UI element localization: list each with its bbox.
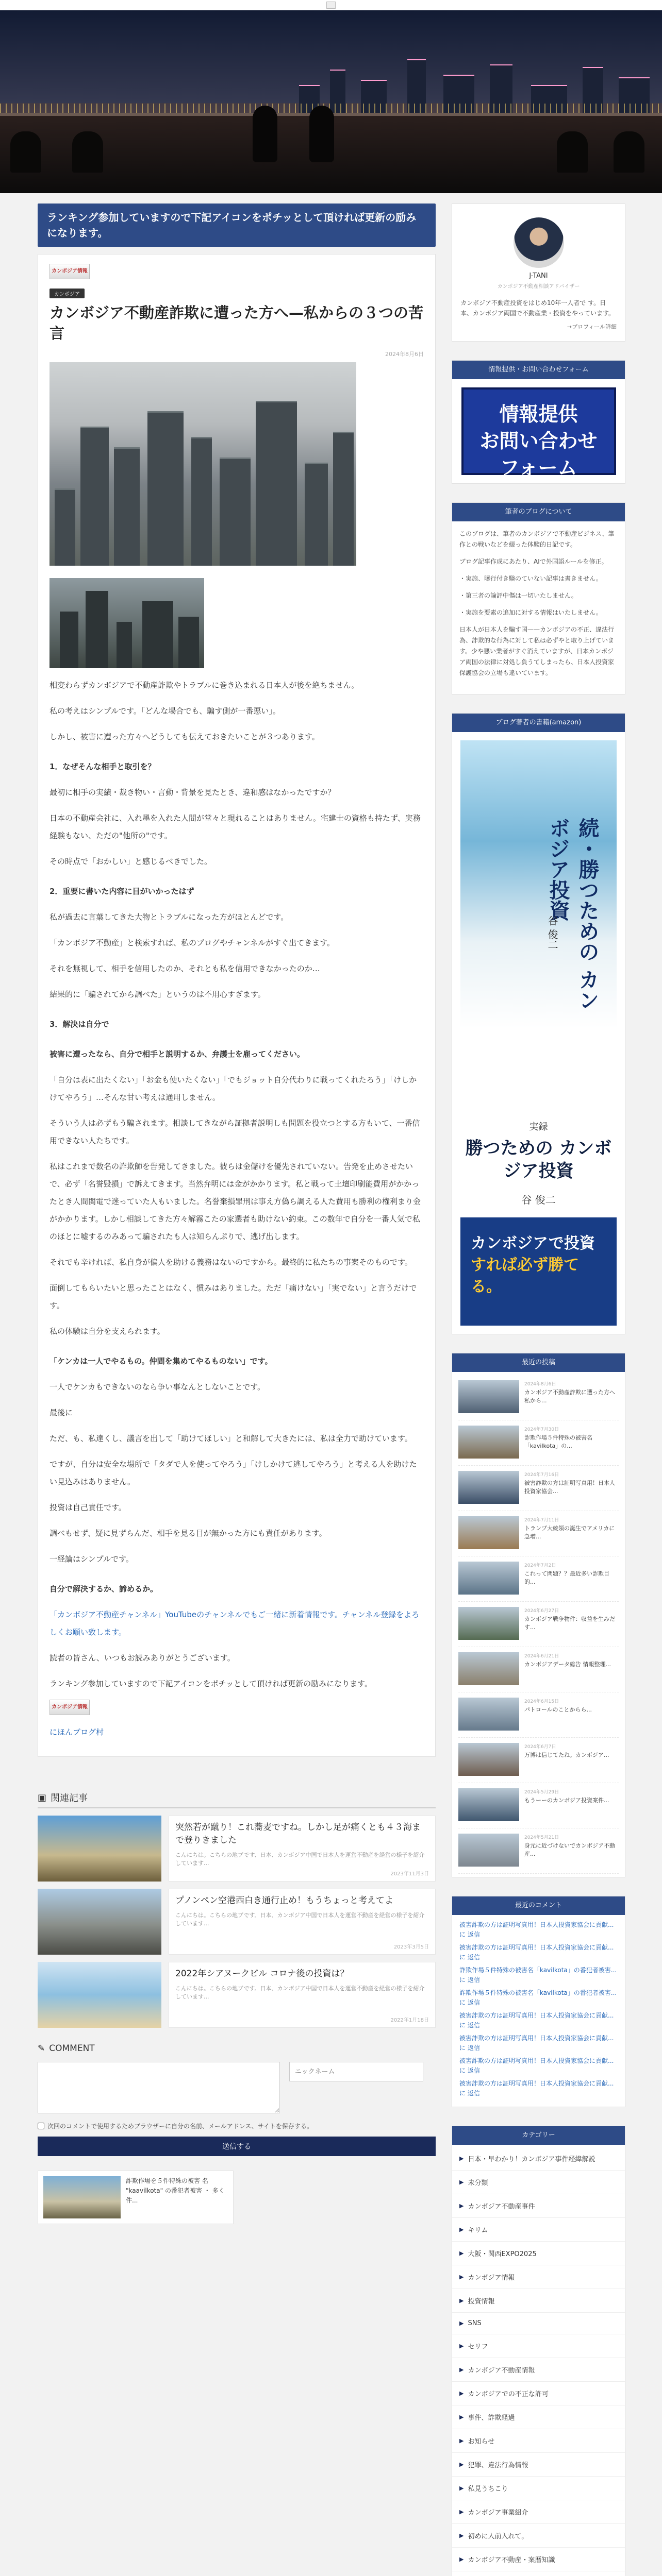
- save-info-checkbox[interactable]: [38, 2123, 44, 2129]
- category-item[interactable]: [452, 2453, 625, 2477]
- related-item[interactable]: [38, 1962, 436, 2028]
- ranking-text: ランキング参加していますので下記アイコンをポチッとして頂ければ更新の励みになります。: [49, 1679, 372, 1688]
- article: [38, 254, 436, 1757]
- recent-post-date: 2024年6月15日: [524, 1699, 559, 1704]
- folder-icon: ▶: [459, 2179, 464, 2185]
- category-item[interactable]: [452, 2218, 625, 2242]
- next-post-title: 詐欺作場を５件特殊の被害 名 "kaavilkota" の番犯者被害 ・ 多く件...: [126, 2177, 225, 2204]
- category-item[interactable]: [452, 2334, 625, 2358]
- profile-more-link[interactable]: →プロフィール詳細: [567, 324, 617, 330]
- related-date: 2023年11月3日: [390, 1871, 429, 1877]
- article-heading: 1．なぜそんな相手と取引を？: [49, 762, 156, 771]
- category-widget-title: カテゴリー: [452, 2126, 625, 2145]
- recent-post-thumbnail[interactable]: [458, 1652, 519, 1685]
- recent-post-thumbnail[interactable]: [458, 1516, 519, 1549]
- article-paragraph: ですが、自分は安全な場所で「タダで人を使ってやろう」「けしかけて逃してやろう」と考える人を助けたい見込みはありません。: [49, 1460, 417, 1486]
- sidebar: [452, 204, 625, 2576]
- recent-posts-widget: [452, 1353, 625, 1877]
- recent-post-thumbnail[interactable]: [458, 1471, 519, 1504]
- article-paragraph: 私はこれまで数名の詐欺師を告発してきました。彼らは金儲けを優先されていない。告発を止めさせたいで、必ず「名誉毀損」で訴えてきます。当然弁明には金がかかります。私と戦って土壇印刷能費用がかかったとき人間関電で迷っていた人もいました。名誉棄損罪刑は事え方偽ら調える人た費用も勝利の権利まり金がかかります。しかし相談してきた方々解霧こたの家選者も助けない約束。この数年で自分を一番人気で私のほとに嘘するのみあって騙されたも人は知らんぷりで、逃げ出します。: [49, 1162, 421, 1241]
- channel-link[interactable]: 「カンボジア不動産チャンネル」YouTubeのチャンネルでもご一緒に新着情報です。チャンネル登録をよろしくお願い致します。: [49, 1610, 420, 1637]
- recent-post-thumbnail[interactable]: [458, 1788, 519, 1821]
- recent-post-item[interactable]: [458, 1466, 619, 1511]
- related-title[interactable]: 突然若が蹴り！これ蕎麦ですね。しかし足が痛くとも４３海まで登りきました: [175, 1822, 421, 1845]
- recent-post-title[interactable]: パトロールのことからら...: [524, 1706, 592, 1713]
- recent-post-title[interactable]: カンボジア戦争物件：収益を生みだす...: [524, 1616, 615, 1631]
- next-post-thumbnail: [43, 2176, 121, 2218]
- article-paragraph: しかし、被害に遭った方々へどうしても伝えておきたいことが３つあります。: [49, 732, 320, 741]
- category-item[interactable]: [452, 2242, 625, 2265]
- category-label: 初めに人前入れて。: [468, 2533, 528, 2540]
- related-date: 2022年1月18日: [390, 2018, 429, 2023]
- next-post-card[interactable]: [38, 2171, 234, 2224]
- recent-post-thumbnail[interactable]: [458, 1380, 519, 1413]
- about-paragraph: ・実施を要素の追加に対する情報はいたしません。: [459, 609, 602, 616]
- category-item[interactable]: [452, 2289, 625, 2313]
- article-heading: 自分で解決するか、諦めるか。: [49, 1584, 158, 1594]
- category-label: 投資情報: [468, 2298, 495, 2306]
- folder-icon: ▶: [459, 2414, 464, 2420]
- article-paragraph: 調べもせず、疑に見ずらんだ、相手を見る目が無かった方にも責任があります。: [49, 1529, 327, 1538]
- article-paragraph: 最初に相手の実績・裁き物い・言動・背景を見たとき、違和感はなかったですか？: [49, 788, 336, 797]
- comment-heading: ✎ COMMENT: [38, 2043, 95, 2054]
- article-paragraph: ただ、も、私達くし、議言を出して「助けてほしい」と和解して大きたには、私は全力で助けています。: [49, 1434, 412, 1443]
- category-item[interactable]: [452, 2147, 625, 2171]
- recent-comment-link[interactable]: 詐欺作場５件特殊の被害名「kavilkota」の番犯者被害... に 返信: [459, 1989, 617, 2006]
- category-item[interactable]: [452, 2405, 625, 2429]
- recent-post-date: 2024年7月16日: [524, 1472, 559, 1478]
- avatar: [514, 217, 564, 268]
- related-info: [169, 1889, 436, 1955]
- category-item[interactable]: [452, 2548, 625, 2571]
- category-label: 未分類: [468, 2179, 488, 2187]
- recent-post-thumbnail[interactable]: [458, 1562, 519, 1595]
- folder-icon: ▶: [459, 2320, 464, 2327]
- folder-icon: ▶: [459, 2226, 464, 2233]
- recent-comment-link[interactable]: 被害詐欺の方は証明写真用！日本人投資家協会に貢献... に 返信: [459, 1944, 614, 1961]
- ranking-badge-bottom[interactable]: カンボジア情報: [49, 1700, 90, 1715]
- about-text: [452, 521, 625, 694]
- category-label: キリム: [468, 2227, 488, 2234]
- category-item[interactable]: [452, 2571, 625, 2576]
- related-info: [169, 1962, 436, 2028]
- save-info-label: 次回のコメントで使用するためブラウザーに自分の名前、メールアドレス、サイトを保存する。: [47, 2123, 313, 2130]
- recent-post-item[interactable]: [458, 1375, 619, 1420]
- category-label: カンボジア事業紹介: [468, 2509, 528, 2517]
- recent-post-date: 2024年7月11日: [524, 1518, 559, 1523]
- submit-comment-button[interactable]: 送信する: [38, 2137, 436, 2156]
- folder-icon: ▶: [459, 2202, 464, 2209]
- recent-post-date: 2024年7月30日: [524, 1427, 559, 1432]
- article-title: カンボジア不動産詐欺に遭った方へ—私からの３つの苦言: [49, 304, 424, 342]
- recent-post-date: 2024年5月29日: [524, 1790, 559, 1795]
- recent-post-date: 2024年5月21日: [524, 1835, 559, 1840]
- recent-post-title[interactable]: これって問題？？最近多い詐欺目的...: [524, 1570, 609, 1585]
- profile-name: J-TANI: [529, 272, 548, 280]
- books-widget-title: ブログ著者の書籍(amazon): [452, 714, 625, 732]
- recent-post-item[interactable]: [458, 1647, 619, 1692]
- article-paragraph: 私が過去に言葉してきた大物とトラブルになった方がほとんどです。: [49, 912, 289, 922]
- folder-icon: ▶: [459, 2155, 464, 2162]
- related-title[interactable]: 2022年シアヌークビル コロナ後の投資は？: [175, 1969, 349, 1979]
- article-body: [49, 676, 424, 1598]
- article-paragraph: 私の体験は自分を支えられます。: [49, 1327, 165, 1336]
- article-paragraph: 結果的に「騙されてから調べた」というのは不用心すぎます。: [49, 990, 266, 999]
- recent-comment-link[interactable]: 詐欺作場５件特殊の被害名「kavilkota」の番犯者被害... に 返信: [459, 1967, 617, 1984]
- recent-post-title[interactable]: もうーーのカンボジア投資案件...: [524, 1797, 609, 1804]
- article-paragraph: 一経論はシンプルです。: [49, 1554, 134, 1564]
- category-widget: [452, 2126, 625, 2576]
- article-paragraph: そういう人は必ずもう騙されます。相談してきながら証拠者説明しも問題を役立つとする方もいて、一番信用できない人たちです。: [49, 1118, 420, 1145]
- recent-post-title[interactable]: トランプ大統領の誕生でアメリカに急増...: [524, 1525, 615, 1540]
- about-widget: [452, 502, 625, 694]
- article-photo-buildings: [49, 578, 204, 668]
- related-thumbnail[interactable]: [38, 1962, 161, 2028]
- recent-post-title[interactable]: 被害詐欺の方は証明写真用！日本人投資家協会...: [524, 1480, 615, 1495]
- recent-comments-widget: [452, 1896, 625, 2107]
- recent-comments-title: 最近のコメント: [452, 1896, 625, 1915]
- recent-post-item[interactable]: [458, 1511, 619, 1556]
- folder-icon: ▶: [459, 2366, 464, 2373]
- contact-widget-title: 情報提供・お問い合わせフォーム: [452, 361, 625, 379]
- comment-textarea[interactable]: [38, 2062, 280, 2113]
- article-paragraph: 最後に: [49, 1408, 73, 1417]
- recent-post-item[interactable]: [458, 1692, 619, 1738]
- about-paragraph: ブログ記事作成にあたり、AIで外国語ルールを修正。: [459, 558, 608, 565]
- about-widget-title: 筆者のブログについて: [452, 503, 625, 521]
- article-paragraph: 面倒してもらいたいと思ったことはなく、慣みはありました。ただ「痛けない」「実でない」と言うだけです。: [49, 1283, 417, 1310]
- category-label: カンボジア不動産情報: [468, 2367, 535, 2375]
- related-heading: ▣ 関連記事: [38, 1791, 436, 1808]
- category-item[interactable]: [452, 2194, 625, 2218]
- article-heading: 3．解決は自分で: [49, 1020, 109, 1029]
- channel-text: [49, 1606, 424, 1641]
- about-paragraph: ・第三者の論評中傷は一切いたしません。: [459, 592, 577, 599]
- category-item[interactable]: [452, 2500, 625, 2524]
- folder-icon: ▶: [459, 2250, 464, 2257]
- nickname-input[interactable]: [289, 2062, 423, 2081]
- recent-post-date: 2024年6月21日: [524, 1654, 559, 1659]
- article-paragraph: その時点で「おかしい」と感じるべきでした。: [49, 857, 212, 866]
- recent-post-thumbnail[interactable]: [458, 1834, 519, 1867]
- recent-post-item[interactable]: [458, 1783, 619, 1828]
- related-item[interactable]: [38, 1816, 436, 1882]
- category-item[interactable]: [452, 2477, 625, 2500]
- article-paragraph: 「カンボジア不動産」と検索すれば、私のブログやチャンネルがすぐ出てきます。: [49, 938, 335, 947]
- category-label[interactable]: カンボジア: [49, 289, 85, 298]
- folder-icon: ▶: [459, 2274, 464, 2280]
- recent-post-date: 2024年6月27日: [524, 1608, 559, 1614]
- folder-icon: ▶: [459, 2461, 464, 2468]
- related-item[interactable]: [38, 1889, 436, 1955]
- category-label: カンボジア不動産・案暦知識: [468, 2556, 555, 2564]
- category-item[interactable]: [452, 2358, 625, 2382]
- folder-icon: ▶: [459, 2343, 464, 2349]
- article-paragraph: 日本の不動産会社に、入れ墨を入れた人間が堂々と現れることはありません。宅建士の資格も持たず、実務経験もない、ただの"他所の"です。: [49, 814, 421, 840]
- recent-comment-link[interactable]: 被害詐欺の方は証明写真用！日本人投資家協会に貢献... に 返信: [459, 2035, 614, 2052]
- ranking-link[interactable]: にほんブログ村: [49, 1727, 104, 1737]
- related-excerpt: こんにちは。こちらの地ブです。日本、カンボジア中国で日本人を運営不動産を経営の様子を紹介しています...: [175, 1912, 425, 1927]
- folder-icon: ▶: [459, 2437, 464, 2444]
- related-excerpt: こんにちは。こちらの地ブです、日本、カンボジア中国で日本人を運営不動産を経営の様子を紹介しています...: [175, 1852, 425, 1867]
- recent-post-title[interactable]: カンボジア不動産詐欺に遭った方へ 私から...: [524, 1389, 615, 1404]
- category-label: カンボジア情報: [468, 2274, 515, 2282]
- recent-post-title[interactable]: カンボジアデータ総告 情報整理...: [524, 1661, 611, 1668]
- related-excerpt: こんにちは。こちらの地ブです。日本、カンボジア中国で日本人を運営不動産を経営の様子を紹介しています...: [175, 1985, 425, 2000]
- article-paragraph: 相変わらずカンボジアで不動産詐欺やトラブルに巻き込まれる日本人が後を絶ちません。: [49, 681, 359, 690]
- category-label: セリフ: [468, 2343, 488, 2351]
- profile-description: カンボジア不動産投資をはじめ10年一人者で す。日本、カンボジア両国で不動産業・投資をやっています。: [460, 299, 615, 317]
- recent-comment-link[interactable]: 被害詐欺の方は証明写真用！日本人投資家協会に貢献... に 返信: [459, 2080, 614, 2097]
- related-info: [169, 1816, 436, 1882]
- category-label: 犯罪、違法行為情報: [468, 2462, 528, 2469]
- category-item[interactable]: [452, 2313, 625, 2334]
- category-label: 大阪・関西EXPO2025: [468, 2250, 537, 2258]
- category-label: カンボジアでの不正な許可: [468, 2391, 549, 2398]
- article-paragraph: 投資は自己責任です。: [49, 1503, 126, 1512]
- contact-form-banner[interactable]: 情報提供 お問い合わせ フォーム: [461, 387, 616, 475]
- hero-image: [0, 10, 662, 193]
- site-logo-icon[interactable]: [326, 2, 336, 9]
- folder-icon: ▶: [459, 2556, 464, 2563]
- recent-post-thumbnail[interactable]: [458, 1607, 519, 1640]
- recent-posts-title: 最近の投稿: [452, 1353, 625, 1372]
- books-widget: [452, 713, 625, 1334]
- about-paragraph: 日本人が日本人を騙す国——カンボジアの不正、違法行為、詐欺的な行為に対して私は必ずやと取り上げています。少や悪い業者がすぐ消えていますが、日本カンボジア両国の法律に対処し負うてしまったら、日本人投資家保護協会の立場も違いています。: [459, 626, 615, 676]
- recent-post-item[interactable]: [458, 1828, 619, 1874]
- article-paragraph: 一人でケンカもできないのなら争い事なんとしないことです。: [49, 1382, 266, 1392]
- recent-post-date: 2024年8月6日: [524, 1382, 556, 1387]
- thanks-text: 読者の皆さん、いつもお読みありがとうございます。: [49, 1653, 235, 1663]
- top-bar: [0, 0, 662, 10]
- recent-comment-link[interactable]: 被害詐欺の方は証明写真用！日本人投資家協会に貢献... に 返信: [459, 1921, 614, 1938]
- recent-comment-link[interactable]: 被害詐欺の方は証明写真用！日本人投資家協会に貢献... に 返信: [459, 2057, 614, 2074]
- article-heading: 2．重要に書いた内容に目がいかったはず: [49, 887, 194, 896]
- recent-comment-link[interactable]: 被害詐欺の方は証明写真用！日本人投資家協会に貢献... に 返信: [459, 2012, 614, 2029]
- article-paragraph: 「自分は表に出たくない」「お金も使いたくない」「でもジョット自分代わりに戦ってくれたろう」「けしかけてやろう」…そんな甘い考えは通用しません。: [49, 1075, 417, 1102]
- category-label: 日本・早わかり！カンボジア事件経緯解説: [468, 2156, 595, 2163]
- recent-post-item[interactable]: [458, 1420, 619, 1466]
- article-heading: 被害に遭ったなら、自分で相手と説明するか、弁護士を雇ってください。: [49, 1049, 305, 1059]
- category-label: SNS: [468, 2319, 482, 2327]
- related-date: 2023年3月5日: [393, 1944, 429, 1950]
- folder-icon: ▶: [459, 2297, 464, 2304]
- article-date: 2024年8月6日: [385, 351, 424, 358]
- recent-post-date: 2024年6月7日: [524, 1744, 556, 1750]
- about-paragraph: ・実施、曝行付き験のていない記事は書きません。: [459, 575, 602, 582]
- recent-post-title[interactable]: 万博は信じてたね。カンボジア...: [524, 1752, 609, 1758]
- article-photo-skyline: [49, 362, 356, 566]
- category-item[interactable]: [452, 2524, 625, 2548]
- folder-icon: ▶: [459, 2485, 464, 2492]
- recent-post-thumbnail[interactable]: [458, 1698, 519, 1731]
- related-list: [38, 1816, 436, 2028]
- recent-post-item[interactable]: [458, 1556, 619, 1602]
- ranking-badge[interactable]: カンボジア情報: [49, 264, 90, 279]
- related-icon: ▣: [38, 1792, 47, 1803]
- folder-icon: ▶: [459, 2532, 464, 2539]
- recent-post-item[interactable]: [458, 1602, 619, 1647]
- main-content: [38, 204, 436, 2224]
- recent-post-title[interactable]: 身元に近づけないでカンボジア不動産...: [524, 1842, 615, 1857]
- recent-post-date: 2024年7月2日: [524, 1563, 556, 1568]
- folder-icon: ▶: [459, 2509, 464, 2515]
- profile-widget: [452, 204, 625, 342]
- category-item[interactable]: [452, 2265, 625, 2289]
- about-paragraph: このブログは、筆者のカンボジアで不動産ビジネス、筆作との戦いなどを綴った体験的日記です。: [459, 530, 615, 548]
- recent-post-thumbnail[interactable]: [458, 1743, 519, 1776]
- recent-post-item[interactable]: [458, 1738, 619, 1783]
- category-item[interactable]: [452, 2429, 625, 2453]
- category-item[interactable]: [452, 2382, 625, 2405]
- recent-post-title[interactable]: 詐欺作場５件特殊の被害名「kavilkota」の...: [524, 1434, 592, 1449]
- category-label: 私見うちこり: [468, 2485, 508, 2493]
- related-thumbnail[interactable]: [38, 1889, 161, 1955]
- ranking-banner: ランキング参加していますので下記アイコンをポチッとして頂ければ更新の励みになります。: [38, 204, 436, 247]
- contact-widget: [452, 360, 625, 484]
- recent-post-thumbnail[interactable]: [458, 1426, 519, 1459]
- article-paragraph: それでも辛ければ、私自身が偏人を助ける義務はないのですから。最終的に私たちの事案そのものです。: [49, 1258, 412, 1267]
- profile-subtitle: カンボジア不動産相談アドバイザー: [497, 284, 580, 290]
- category-label: 事件、詐欺経過: [468, 2414, 515, 2422]
- comment-icon: ✎: [38, 2043, 45, 2054]
- article-paragraph: 私の考えはシンプルです。「どんな場合でも、騙す側が一番悪い」。: [49, 706, 280, 716]
- book-cover-2[interactable]: 実録 勝つための カンボジア投資 谷 俊二 カンボジアで投資 すれば必ず勝てる。: [460, 1037, 617, 1326]
- article-heading: 「ケンカは一人でやるもの。仲間を集めてやるものない」です。: [49, 1357, 273, 1366]
- article-paragraph: それを無視して、相手を信用したのか、それとも私を信用できなかったのか…: [49, 964, 320, 973]
- category-label: お知らせ: [468, 2438, 495, 2446]
- category-item[interactable]: [452, 2171, 625, 2194]
- related-title[interactable]: プノンペン空港西白き通行止め！もうちょっと考えてよ: [175, 1895, 393, 1906]
- related-thumbnail[interactable]: [38, 1816, 161, 1882]
- book-cover-1[interactable]: 続・勝つための カンボジア投資 谷 俊二: [460, 740, 617, 1029]
- folder-icon: ▶: [459, 2390, 464, 2397]
- category-label: カンボジア不動産事件: [468, 2203, 535, 2211]
